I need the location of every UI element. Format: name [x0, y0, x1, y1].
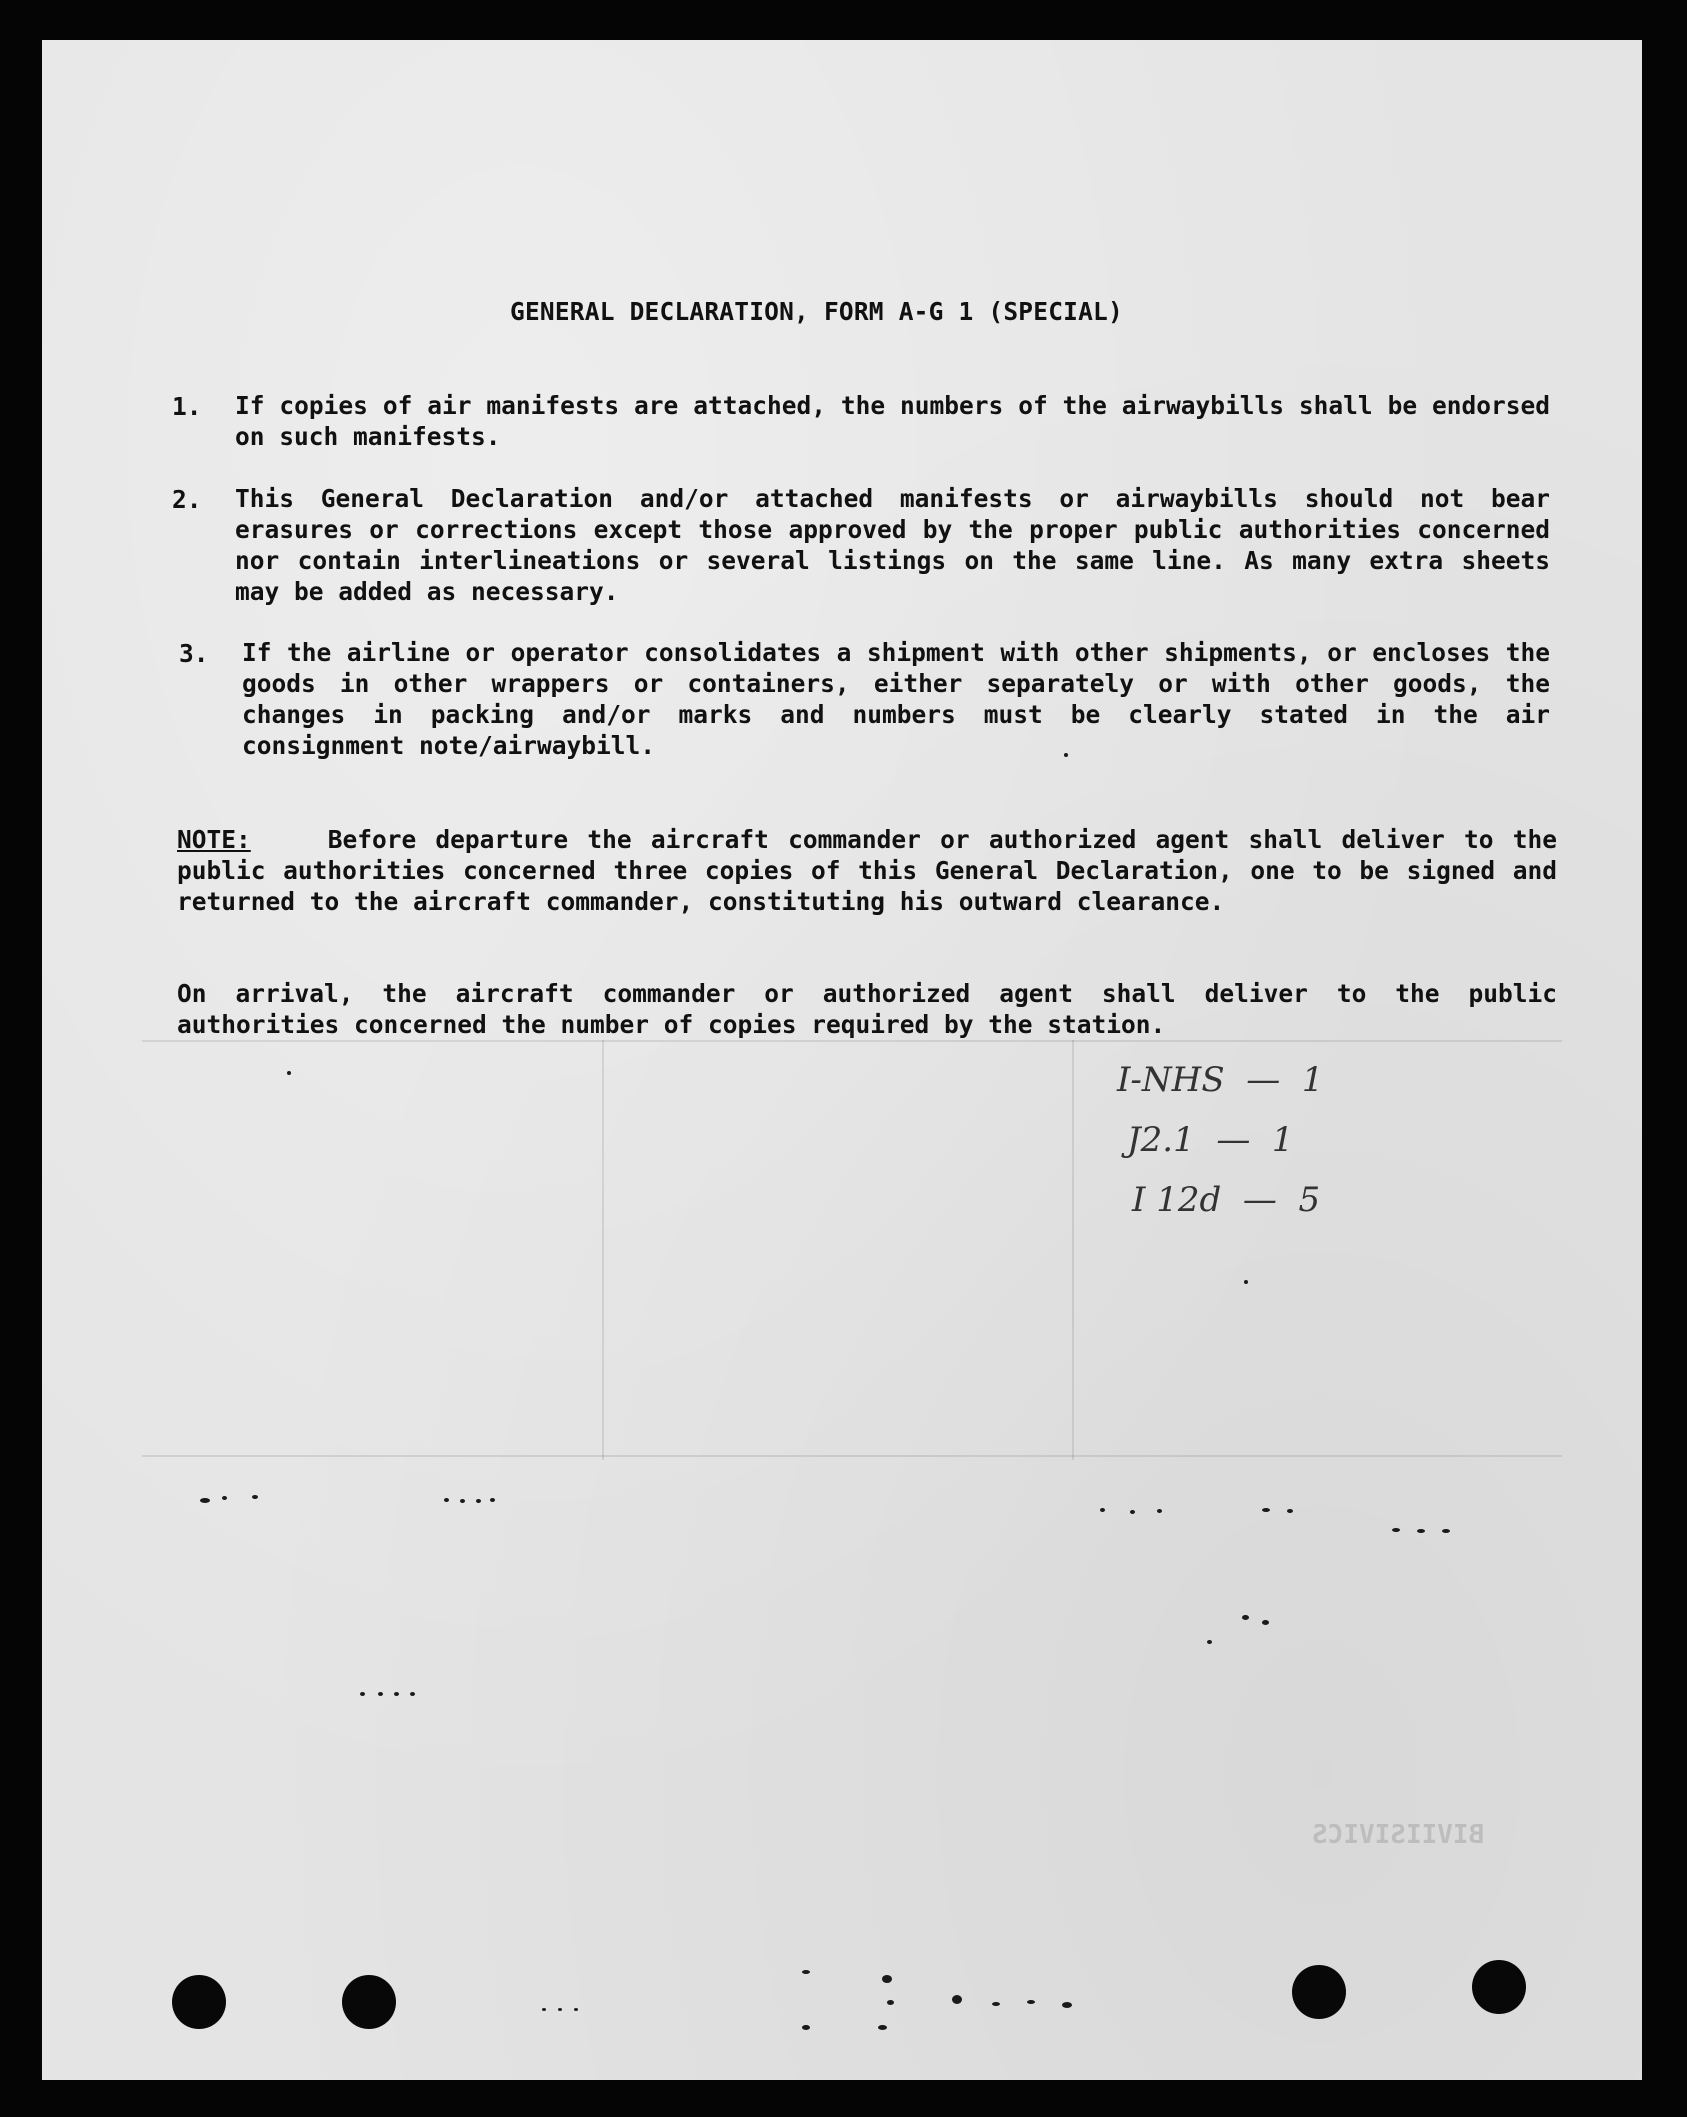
ink-speck	[1287, 1509, 1293, 1513]
ink-speck	[460, 1499, 465, 1503]
ink-speck	[222, 1496, 227, 1500]
ink-speck	[1064, 753, 1068, 757]
ink-speck	[574, 2008, 578, 2011]
ink-speck	[952, 1995, 962, 2004]
bleed-through-stamp: BIVIISIVICS	[1312, 1820, 1485, 1850]
handwritten-note: I 12d — 5	[1132, 1180, 1321, 1220]
bleed-through-rule	[602, 1040, 604, 1460]
ink-speck	[558, 2008, 562, 2011]
ink-speck	[1207, 1640, 1212, 1644]
ink-speck	[878, 2025, 887, 2030]
ink-speck	[992, 2002, 1000, 2006]
ink-speck	[378, 1692, 383, 1696]
handwritten-note: J2.1 — 1	[1127, 1120, 1294, 1160]
bleed-through-rule	[1072, 1040, 1074, 1460]
ink-speck	[287, 1071, 291, 1075]
ink-speck	[1130, 1510, 1135, 1514]
ink-speck	[542, 2008, 546, 2011]
ink-speck	[1100, 1508, 1105, 1512]
ink-speck	[1062, 2002, 1072, 2008]
item-text: If the airline or operator consolidates a shipment with other shipments, or encloses the goods in other wrappers or containers, either separately or with other goods, the changes in packing and/or marks and numbers must be clearly stated in the air consignment note/airwaybill.	[242, 638, 1550, 760]
ink-speck	[1417, 1529, 1425, 1533]
ink-speck	[252, 1495, 258, 1499]
item-number: 3.	[179, 639, 209, 668]
ink-speck	[394, 1692, 399, 1696]
ink-speck	[200, 1498, 210, 1503]
ink-speck	[882, 1975, 892, 1983]
note-paragraph	[177, 824, 1557, 917]
handwritten-note: I-NHS — 1	[1117, 1060, 1324, 1100]
punch-hole	[1292, 1965, 1346, 2019]
ink-speck	[802, 2025, 810, 2030]
bleed-through-rule	[142, 1455, 1562, 1457]
ink-speck	[410, 1692, 415, 1696]
ink-speck	[1242, 1615, 1249, 1620]
punch-hole	[342, 1975, 396, 2029]
item-text: This General Declaration and/or attached manifests or airwaybills should not bear erasures or corrections except those approved by the proper public authorities concerned nor contain interlineations or several listings on the same line. As many extra sheets may be added as necessary.	[235, 484, 1550, 606]
item-text: If copies of air manifests are attached, the numbers of the airwaybills shall be endorsed on such manifests.	[235, 391, 1550, 451]
item-number: 2.	[172, 485, 202, 514]
bleed-through-rule	[142, 1040, 1562, 1042]
ink-speck	[490, 1498, 495, 1502]
ink-speck	[1262, 1508, 1270, 1512]
ink-speck	[1262, 1620, 1269, 1625]
punch-hole	[1472, 1960, 1526, 2014]
ink-speck	[1392, 1528, 1400, 1532]
form-title: GENERAL DECLARATION, FORM A-G 1 (SPECIAL)	[510, 297, 1123, 326]
ink-speck	[444, 1498, 449, 1502]
item-number: 1.	[172, 392, 202, 421]
ink-speck	[1442, 1529, 1450, 1533]
arrival-paragraph: On arrival, the aircraft commander or authorized agent shall deliver to the public authorities concerned the number of copies required by the station.	[177, 979, 1557, 1039]
ink-speck	[887, 2000, 894, 2005]
ink-speck	[1244, 1280, 1248, 1284]
ink-speck	[476, 1499, 481, 1503]
ink-speck	[802, 1970, 810, 1974]
punch-hole	[172, 1975, 226, 2029]
document-page	[42, 40, 1642, 2080]
note-text: Before departure the aircraft commander or authorized agent shall deliver to the public authorities concerned three copies of this General Declaration, one to be signed and returned to the aircraft commander, constituting his outward clearance.	[177, 825, 1557, 916]
ink-speck	[1027, 2000, 1035, 2004]
ink-speck	[1157, 1509, 1162, 1513]
note-label: NOTE:	[177, 825, 251, 854]
ink-speck	[360, 1692, 365, 1696]
